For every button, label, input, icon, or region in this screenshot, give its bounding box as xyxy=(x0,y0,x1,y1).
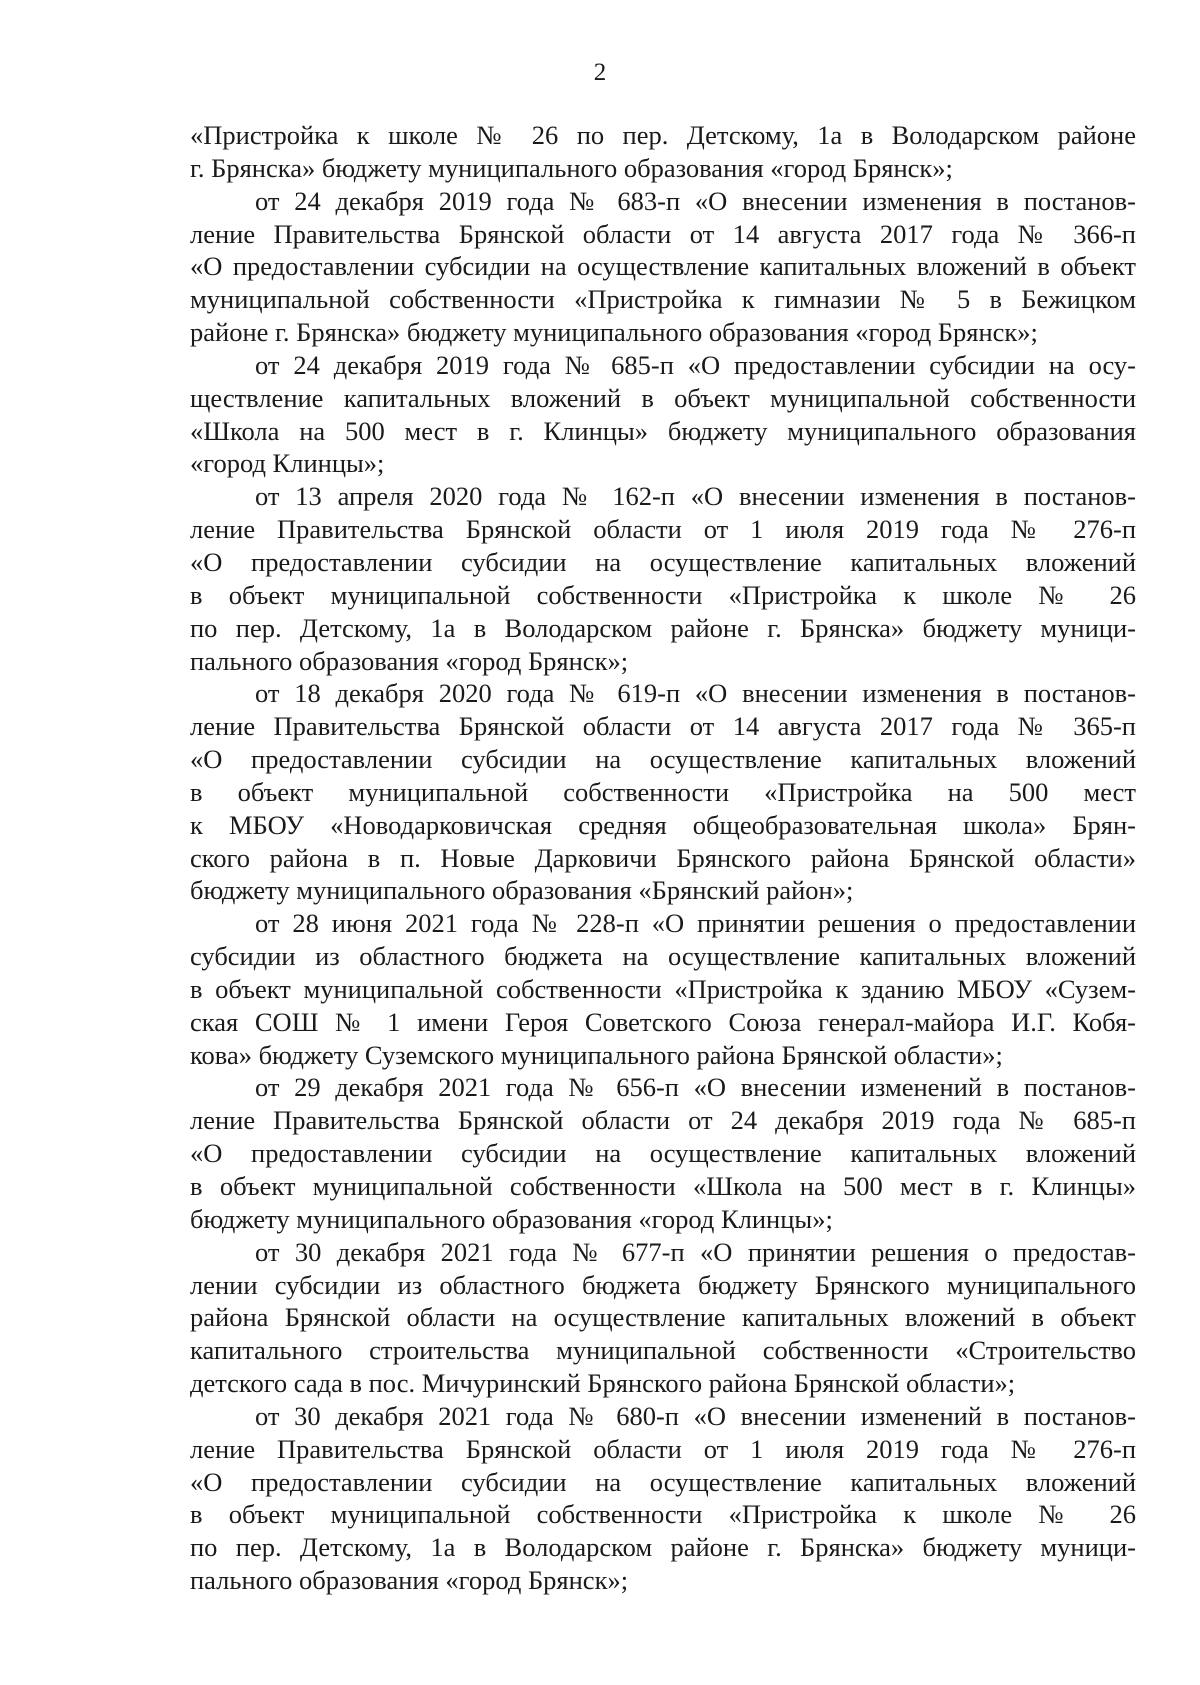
text-line: районе г. Брянска» бюджету муниципального образования «город Брянск»; xyxy=(190,317,1038,348)
text-line: «О предоставлении субсидии на осуществление капитальных вложений xyxy=(190,546,1136,577)
text-line: детского сада в пос. Мичуринский Брянского района Брянской области»; xyxy=(190,1368,1016,1399)
text-line: к МБОУ «Новодарковичская средняя общеобразовательная школа» Брян- xyxy=(190,809,1136,840)
text-line: лении субсидии из областного бюджета бюджету Брянского муниципального xyxy=(190,1269,1136,1300)
text-line: капитального строительства муниципальной собственности «Строительство xyxy=(190,1335,1136,1366)
text-line: по пер. Детскому, 1а в Володарском районе г. Брянска» бюджету муници- xyxy=(190,612,1136,643)
text-line: в объект муниципальной собственности «Пристройка на 500 мест xyxy=(190,776,1136,807)
text-line: от 18 декабря 2020 года № 619-п «О внесении изменения в постанов- xyxy=(255,678,1136,709)
text-line: «О предоставлении субсидии на осуществление капитальных вложений xyxy=(190,1138,1136,1169)
text-line: ского района в п. Новые Дарковичи Брянского района Брянской области» xyxy=(190,842,1136,873)
text-line: кова» бюджету Суземского муниципального района Брянской области»; xyxy=(190,1039,1003,1070)
text-line: ская СОШ № 1 имени Героя Советского Союза генерал-майора И.Г. Кобя- xyxy=(190,1006,1136,1037)
text-line: от 24 декабря 2019 года № 685-п «О предоставлении субсидии на осу- xyxy=(255,349,1136,380)
page-number: 2 xyxy=(593,59,607,86)
text-line: ществление капитальных вложений в объект муниципальной собственности xyxy=(190,382,1136,413)
text-line: ление Правительства Брянской области от 14 августа 2017 года № 365-п xyxy=(190,711,1136,742)
text-line: субсидии из областного бюджета на осуществление капитальных вложений xyxy=(190,941,1136,972)
text-line: от 30 декабря 2021 года № 680-п «О внесении изменений в постанов- xyxy=(255,1400,1136,1431)
text-line: пального образования «город Брянск»; xyxy=(190,1565,629,1596)
text-line: в объект муниципальной собственности «Пристройка к школе № 26 xyxy=(190,579,1136,610)
text-line: ление Правительства Брянской области от 1 июля 2019 года № 276-п xyxy=(190,514,1136,545)
text-line: от 13 апреля 2020 года № 162-п «О внесении изменения в постанов- xyxy=(255,481,1136,512)
text-line: «Пристройка к школе № 26 по пер. Детскому, 1а в Володарском районе xyxy=(190,120,1136,150)
text-line: района Брянской области на осуществление капитальных вложений в объект xyxy=(190,1302,1136,1333)
text-line: ление Правительства Брянской области от 24 декабря 2019 года № 685-п xyxy=(190,1105,1136,1136)
text-line: от 29 декабря 2021 года № 656-п «О внесении изменений в постанов- xyxy=(255,1072,1136,1103)
text-line: в объект муниципальной собственности «Школа на 500 мест в г. Клинцы» xyxy=(190,1171,1136,1201)
text-line: г. Брянска» бюджету муниципального образования «город Брянск»; xyxy=(190,152,953,183)
text-line: ление Правительства Брянской области от 1 июля 2019 года № 276-п xyxy=(190,1433,1136,1464)
text-line: по пер. Детскому, 1а в Володарском районе г. Брянска» бюджету муници- xyxy=(190,1532,1136,1563)
text-line: от 30 декабря 2021 года № 677-п «О принятии решения о предостав- xyxy=(255,1236,1136,1267)
text-line: бюджету муниципального образования «город Клинцы»; xyxy=(190,1203,833,1234)
text-line: «О предоставлении субсидии на осуществление капитальных вложений xyxy=(190,744,1136,775)
text-line: пального образования «город Брянск»; xyxy=(190,645,629,676)
text-line: ление Правительства Брянской области от 14 августа 2017 года № 366-п xyxy=(190,218,1136,249)
text-line: бюджету муниципального образования «Брянский район»; xyxy=(190,875,854,906)
text-line: от 28 июня 2021 года № 228-п «О принятии решения о предоставлении xyxy=(255,908,1136,939)
text-line: муниципальной собственности «Пристройка к гимназии № 5 в Бежицком xyxy=(190,284,1136,315)
text-line: «О предоставлении субсидии на осуществление капитальных вложений в объект xyxy=(190,251,1136,282)
text-line: «Школа на 500 мест в г. Клинцы» бюджету муниципального образования xyxy=(190,415,1136,446)
text-line: в объект муниципальной собственности «Пристройка к зданию МБОУ «Сузем- xyxy=(190,973,1136,1004)
text-line: «О предоставлении субсидии на осуществление капитальных вложений xyxy=(190,1466,1136,1497)
text-line: от 24 декабря 2019 года № 683-п «О внесении изменения в постанов- xyxy=(255,185,1136,216)
document-body xyxy=(190,119,1136,1597)
text-line: «город Клинцы»; xyxy=(190,448,385,479)
text-line: в объект муниципальной собственности «Пристройка к школе № 26 xyxy=(190,1499,1136,1530)
